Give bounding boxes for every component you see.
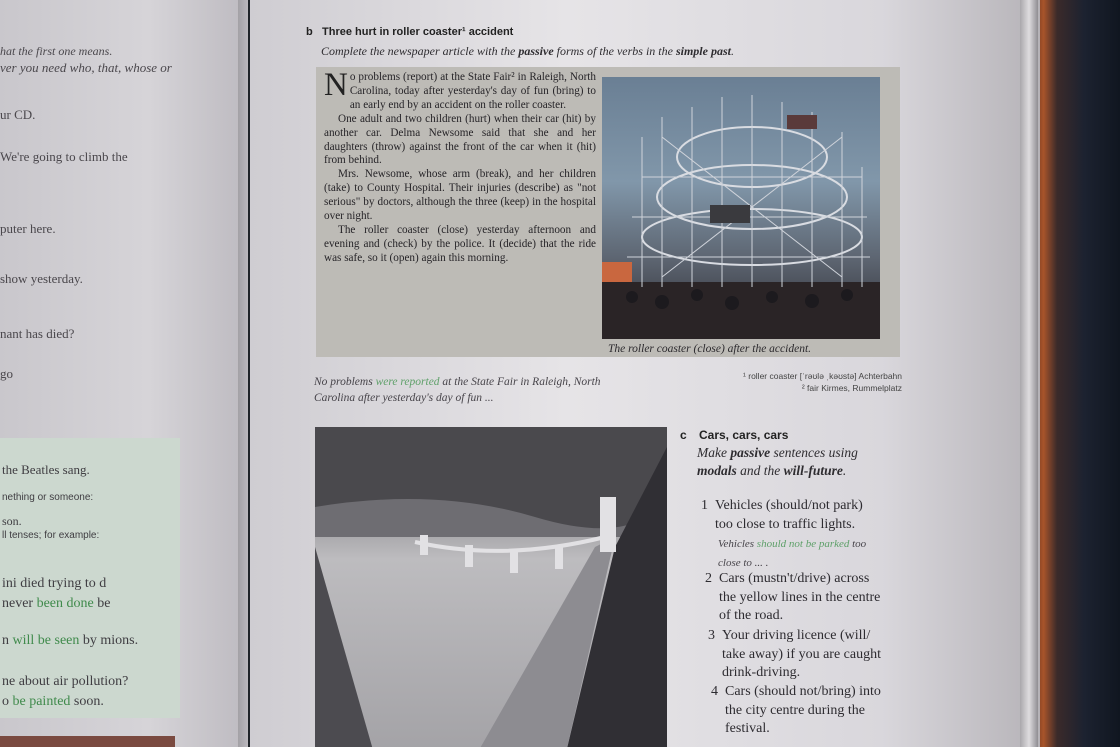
box-line-2: nething or someone: bbox=[2, 492, 94, 503]
section-c-label: c bbox=[680, 428, 687, 442]
example-answer: No problems were reported at the State Fair in Raleigh, North Carolina after yesterday's day of fun ... bbox=[314, 376, 601, 404]
article-paragraph-3: Mrs. Newsome, whose arm (break), and her children (take) to County Hospital. Their injuries (describe) as "not serious" by doctors, although the three (keep) in the hospital over night. bbox=[324, 168, 596, 223]
box-line-9: o be painted soon. bbox=[2, 694, 104, 709]
section-c-title: Cars, cars, cars bbox=[699, 428, 789, 442]
grammar-box bbox=[0, 438, 180, 718]
box-line-3: son. bbox=[2, 514, 22, 528]
box-line-5: ini died trying to d bbox=[2, 576, 107, 591]
section-b-label: b bbox=[306, 26, 313, 38]
road-drawing bbox=[315, 427, 667, 747]
photo-strip bbox=[0, 736, 175, 747]
roller-coaster-drawing bbox=[602, 77, 880, 339]
photo-caption: The roller coaster (close) after the accident. bbox=[608, 343, 812, 355]
article-paragraph-2: One adult and two children (hurt) when their car (hit) by another car. Delma Newsome said that she and her daughters (throw) against the front of the car when it (hit) from behind. bbox=[324, 112, 596, 167]
exercise-item-1: 1 Vehicles (should/not park) too close to traffic lights. bbox=[701, 498, 863, 532]
handwritten-answer: Vehicles should not be parked too close to ... . bbox=[718, 538, 867, 569]
footnote-2: ² fair Kirmes, Rummelplatz bbox=[801, 383, 902, 393]
footnotes bbox=[742, 370, 902, 394]
left-line-1: hat the first one means. bbox=[0, 44, 113, 58]
article-paragraph-1: No problems (report) at the State Fair² in Raleigh, North Carolina, today after yesterday's day of fun (bring) to an early end by an accident on the roller coaster. bbox=[324, 67, 596, 111]
section-b-title: Three hurt in roller coaster¹ accident bbox=[322, 26, 514, 38]
footnote-1: ¹ roller coaster [ˈrəʊlə ˌkəʊstə] Achterbahn bbox=[743, 371, 902, 381]
exercise-item-2: 2 Cars (mustn't/drive) across the yellow lines in the centre of the road. bbox=[705, 571, 881, 623]
page-edge bbox=[1020, 0, 1038, 747]
newspaper-article bbox=[316, 67, 900, 357]
box-line-6: never been done be bbox=[2, 596, 111, 611]
section-b-instructions: Complete the newspaper article with the passive forms of the verbs in the simple past. bbox=[321, 44, 734, 58]
box-line-1: the Beatles sang. bbox=[2, 462, 90, 477]
left-line-4: We're going to climb the bbox=[0, 149, 128, 164]
section-c-instructions: Make passive sentences using modals and the will-future. bbox=[697, 445, 858, 478]
left-line-3: ur CD. bbox=[0, 107, 36, 122]
road-illustration bbox=[315, 427, 667, 747]
drop-cap: N bbox=[324, 67, 348, 103]
left-line-8: go bbox=[0, 366, 13, 381]
background-right bbox=[1030, 0, 1120, 747]
left-line-7: nant has died? bbox=[0, 326, 75, 341]
box-line-4: ll tenses; for example: bbox=[2, 530, 100, 541]
box-line-7: n will be seen by mions. bbox=[2, 633, 139, 648]
exercise-item-4: 4 Cars (should not/bring) into the city centre during the festival. bbox=[711, 684, 881, 736]
box-line-8: ne about air pollution? bbox=[2, 674, 129, 689]
article-paragraph-4: The roller coaster (close) yesterday afternoon and evening and (check) by the police. It (decide) that the ride was safe, so it (open) again this morning. bbox=[324, 223, 596, 264]
left-line-6: show yesterday. bbox=[0, 271, 83, 286]
left-page bbox=[0, 0, 248, 747]
left-line-5: puter here. bbox=[0, 221, 56, 236]
exercise-item-3: 3 Your driving licence (will/ take away) if you are caught drink-driving. bbox=[708, 628, 881, 680]
right-page bbox=[250, 0, 1040, 747]
left-line-2: ver you need who, that, whose or bbox=[0, 60, 172, 75]
roller-coaster-photo bbox=[602, 77, 880, 339]
article-text bbox=[324, 67, 596, 266]
